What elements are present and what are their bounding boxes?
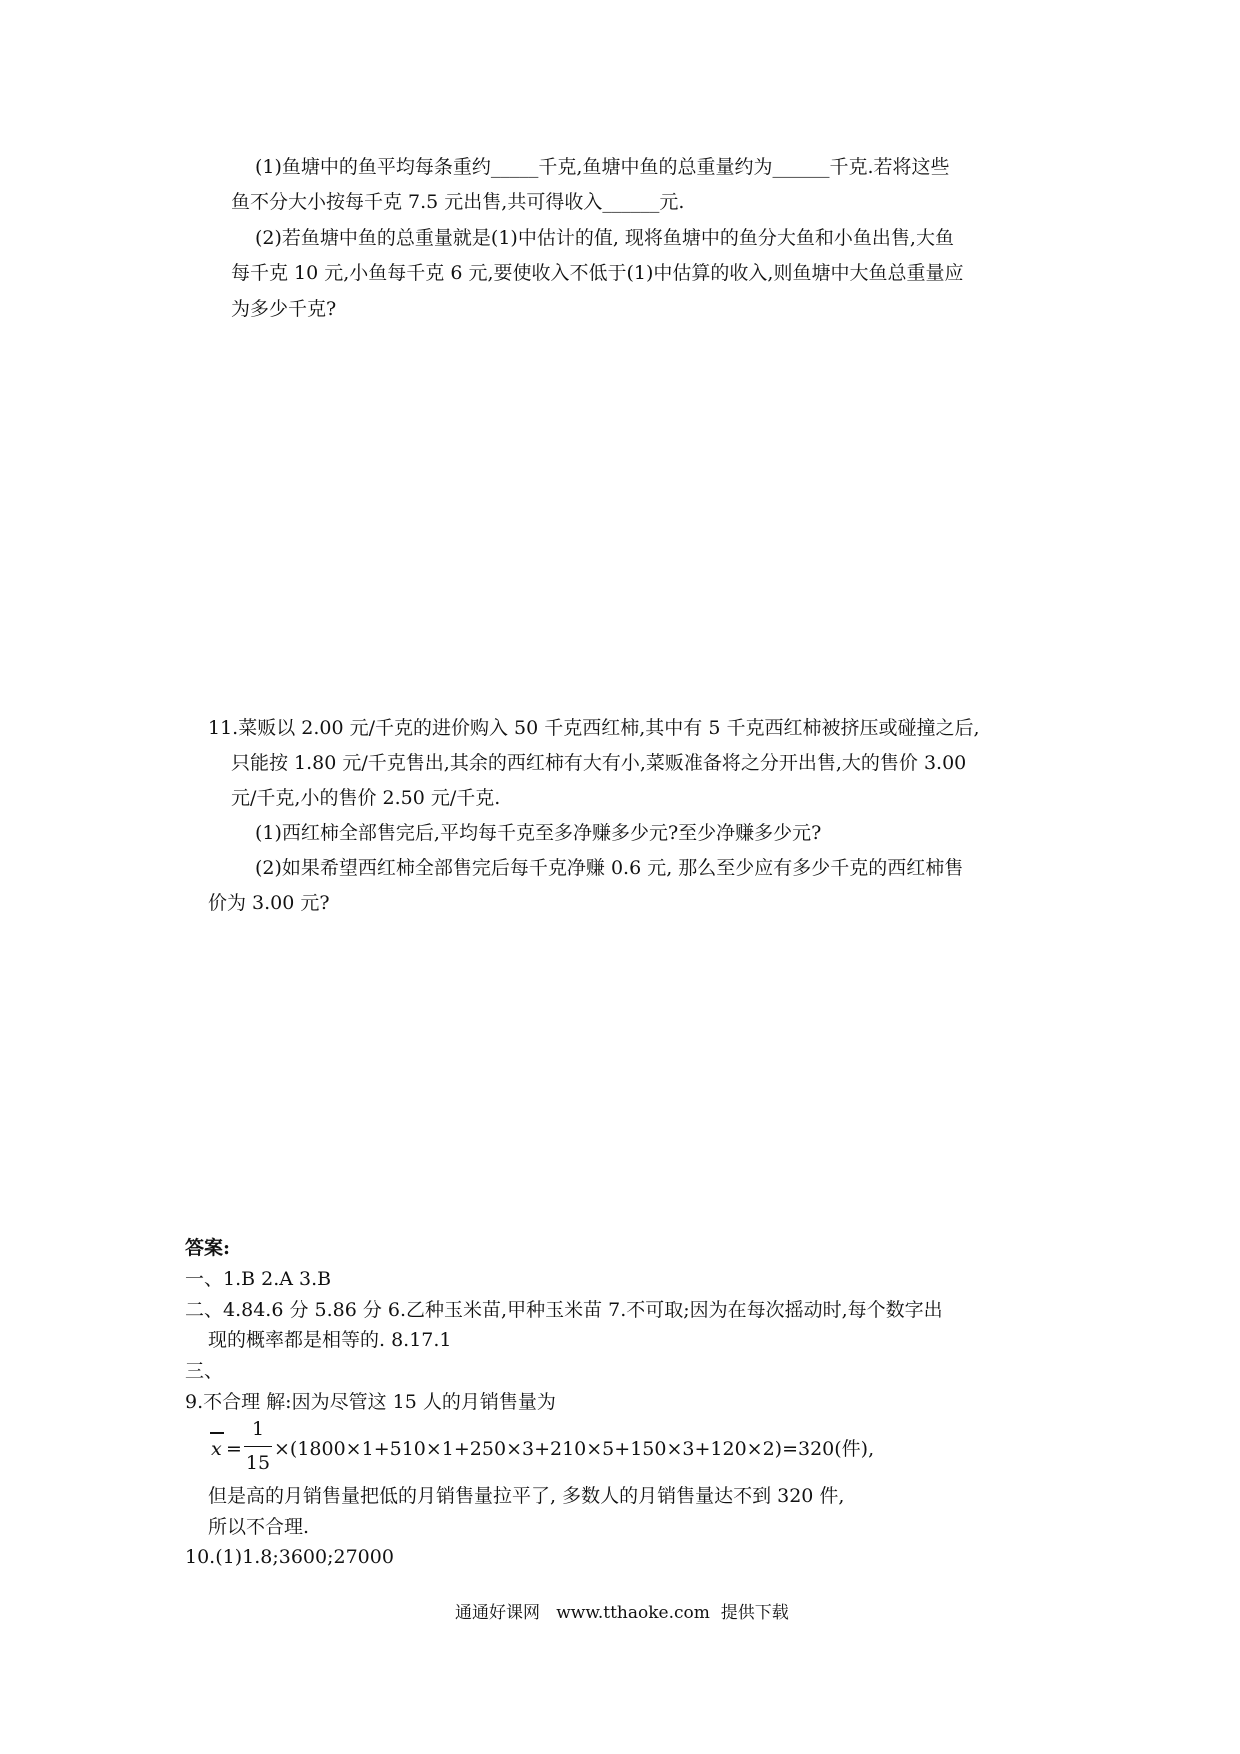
formula-expression: ×(1800×1+510×1+250×3+210×5+150×3+120×2)=320(件), — [274, 1438, 875, 1460]
fraction-denominator: 15 — [245, 1452, 271, 1474]
answer-9-line3: 但是高的月销售量把低的月销售量拉平了, 多数人的月销售量达不到 320 件, — [208, 1485, 845, 1507]
footer-suffix: 提供下载 — [720, 1603, 789, 1623]
fraction-numerator: 1 — [251, 1418, 265, 1440]
answer-9-line1: 9.不合理 解:因为尽管这 15 人的月销售量为 — [185, 1391, 556, 1413]
footer-url: www.tthaoke.com — [556, 1603, 710, 1623]
answers-section-2-line2: 现的概率都是相等的. 8.17.1 — [208, 1329, 452, 1351]
answers-heading: 答案: — [185, 1237, 231, 1259]
q11-part2-line2: 价为 3.00 元? — [208, 892, 330, 914]
answers-section-1: 一、1.B 2.A 3.B — [185, 1268, 332, 1290]
equals-sign: = — [226, 1438, 242, 1460]
q11-part2-line1: (2)如果希望西红柿全部售完后每千克净赚 0.6 元, 那么至少应有多少千克的西红柿售 — [255, 857, 964, 879]
q11-part1: (1)西红柿全部售完后,平均每千克至多净赚多少元?至少净赚多少元? — [255, 822, 822, 844]
q10-part2-line1: (2)若鱼塘中鱼的总重量就是(1)中估计的值, 现将鱼塘中的鱼分大鱼和小鱼出售,大鱼 — [255, 227, 954, 249]
q10-part1-line2: 鱼不分大小按每千克 7.5 元出售,共可得收入______元. — [231, 191, 685, 213]
answer-10: 10.(1)1.8;3600;27000 — [185, 1546, 394, 1568]
q11-line3: 元/千克,小的售价 2.50 元/千克. — [231, 787, 501, 809]
answer-9-line4: 所以不合理. — [208, 1516, 310, 1538]
q11-line1: 11.菜贩以 2.00 元/千克的进价购入 50 千克西红柿,其中有 5 千克西红柿被挤压或碰撞之后, — [208, 717, 980, 739]
footer-site-name: 通通好课网 — [455, 1603, 540, 1623]
q11-line2: 只能按 1.80 元/千克售出,其余的西红柿有大有小,菜贩准备将之分开出售,大的售价 3.00 — [231, 752, 967, 774]
q10-part1-line1: (1)鱼塘中的鱼平均每条重约_____千克,鱼塘中鱼的总重量约为______千克.若将这些 — [255, 156, 950, 178]
page-footer — [455, 1601, 789, 1625]
mean-symbol: x — [211, 1438, 222, 1460]
fraction-bar — [244, 1446, 272, 1447]
q10-part2-line3: 为多少千克? — [231, 298, 337, 320]
answers-section-3: 三、 — [185, 1360, 224, 1382]
q10-part2-line2: 每千克 10 元,小鱼每千克 6 元,要使收入不低于(1)中估算的收入,则鱼塘中大鱼总重量应 — [231, 262, 964, 284]
answers-section-2-line1: 二、4.84.6 分 5.86 分 6.乙种玉米苗,甲种玉米苗 7.不可取;因为在每次摇动时,每个数字出 — [185, 1299, 943, 1321]
